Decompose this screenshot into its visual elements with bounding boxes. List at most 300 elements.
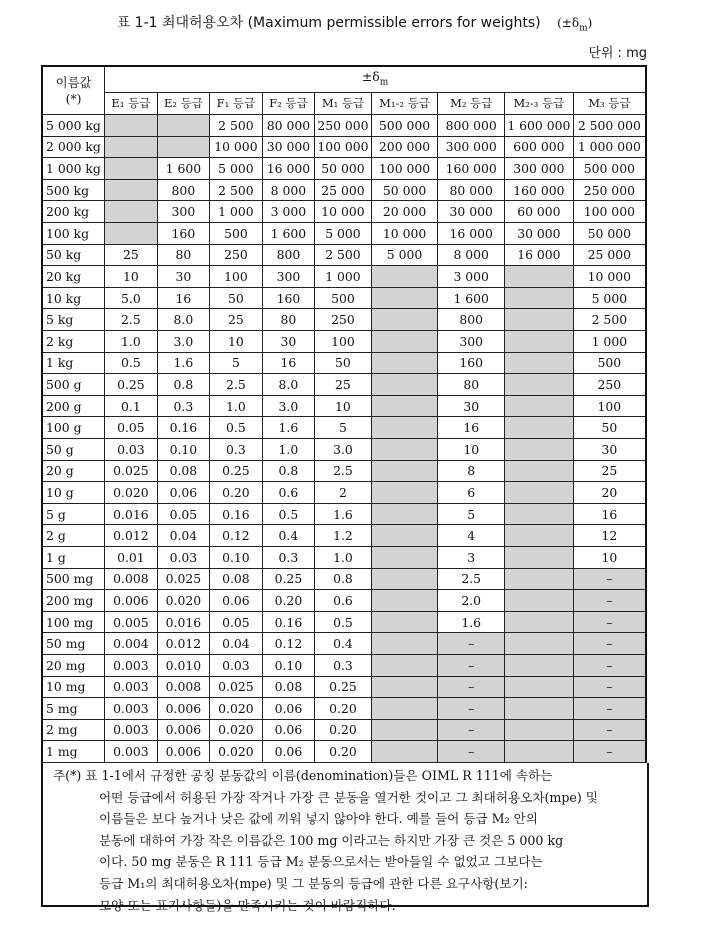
mpe-cell: 25 xyxy=(573,460,646,482)
mpe-cell: 0.4 xyxy=(262,525,315,547)
mpe-cell: 10 000 xyxy=(573,266,646,288)
class-header: M₂-₃ 등급 xyxy=(505,93,574,115)
table-row xyxy=(42,741,646,763)
mpe-cell: 2 500 xyxy=(315,244,372,266)
mpe-cell: 500 000 xyxy=(371,115,438,137)
mpe-cell: 80 000 xyxy=(262,115,315,137)
mpe-cell xyxy=(505,741,574,763)
mpe-cell xyxy=(371,568,438,590)
table-row xyxy=(42,503,646,525)
mpe-cell xyxy=(371,654,438,676)
table-row xyxy=(42,719,646,741)
mpe-cell: 100 000 xyxy=(315,136,372,158)
table-row xyxy=(42,698,646,720)
mpe-cell: 800 xyxy=(438,309,505,331)
mpe-cell: 0.8 xyxy=(262,460,315,482)
mpe-cell: 0.20 xyxy=(315,719,372,741)
mpe-cell xyxy=(505,503,574,525)
denomination-cell: 1 mg xyxy=(42,741,105,763)
denomination-cell: 2 g xyxy=(42,525,105,547)
mpe-cell: 1.2 xyxy=(315,525,372,547)
mpe-cell xyxy=(505,352,574,374)
mpe-cell xyxy=(505,309,574,331)
class-header: F₂ 등급 xyxy=(262,93,315,115)
mpe-cell: 3 000 xyxy=(262,201,315,223)
denomination-cell: 100 kg xyxy=(42,223,105,245)
mpe-cell: 0.12 xyxy=(210,525,263,547)
mpe-cell: 0.10 xyxy=(157,438,210,460)
mpe-cell: 0.06 xyxy=(262,719,315,741)
mpe-cell: 50 xyxy=(210,287,263,309)
mpe-cell: 800 xyxy=(262,244,315,266)
mpe-table xyxy=(41,65,647,763)
mpe-cell: – xyxy=(438,676,505,698)
mpe-cell xyxy=(371,460,438,482)
mpe-table-body xyxy=(42,115,646,763)
mpe-cell xyxy=(505,611,574,633)
denomination-cell: 5 kg xyxy=(42,309,105,331)
mpe-cell xyxy=(505,719,574,741)
mpe-cell: 10 000 xyxy=(210,136,263,158)
table-row xyxy=(42,115,646,137)
mpe-cell: 0.20 xyxy=(210,482,263,504)
mpe-cell: 0.010 xyxy=(157,654,210,676)
table-row xyxy=(42,309,646,331)
mpe-cell xyxy=(505,654,574,676)
mpe-cell xyxy=(105,201,158,223)
mpe-cell: 0.06 xyxy=(262,741,315,763)
mpe-cell: – xyxy=(573,676,646,698)
mpe-cell: 3.0 xyxy=(262,395,315,417)
mpe-cell xyxy=(371,503,438,525)
mpe-cell: 2 500 xyxy=(573,309,646,331)
mpe-cell: 25 000 xyxy=(315,179,372,201)
mpe-cell: 0.06 xyxy=(262,698,315,720)
mpe-cell: 80 xyxy=(157,244,210,266)
mpe-cell xyxy=(505,590,574,612)
denomination-cell: 1 kg xyxy=(42,352,105,374)
mpe-cell: 1.0 xyxy=(315,546,372,568)
mpe-cell: 500 xyxy=(573,352,646,374)
mpe-cell: 0.020 xyxy=(105,482,158,504)
denomination-cell: 100 mg xyxy=(42,611,105,633)
denomination-cell: 100 g xyxy=(42,417,105,439)
table-row xyxy=(42,654,646,676)
mpe-cell: 0.25 xyxy=(105,374,158,396)
mpe-cell: 5 xyxy=(438,503,505,525)
mpe-cell: – xyxy=(573,590,646,612)
mpe-cell xyxy=(371,438,438,460)
class-header: E₂ 등급 xyxy=(157,93,210,115)
mpe-cell: 250 xyxy=(210,244,263,266)
mpe-cell: 8.0 xyxy=(157,309,210,331)
mpe-cell: 30 000 xyxy=(438,201,505,223)
mpe-cell: 0.025 xyxy=(157,568,210,590)
footnote-line: 분동에 대하여 가장 작은 이름값은 100 mg 이라고는 하지만 가장 큰 것은 5 000 kg xyxy=(99,832,564,848)
table-row xyxy=(42,676,646,698)
mpe-cell xyxy=(371,266,438,288)
mpe-cell xyxy=(505,525,574,547)
mpe-cell: 0.06 xyxy=(210,590,263,612)
mpe-cell: – xyxy=(573,568,646,590)
mpe-cell: 100 000 xyxy=(371,158,438,180)
table-row xyxy=(42,287,646,309)
mpe-cell: 25 000 xyxy=(573,244,646,266)
mpe-cell: 25 xyxy=(315,374,372,396)
mpe-cell xyxy=(371,309,438,331)
table-title xyxy=(0,12,709,33)
mpe-cell: 1 000 000 xyxy=(573,136,646,158)
denomination-cell: 500 mg xyxy=(42,568,105,590)
mpe-cell: 200 000 xyxy=(371,136,438,158)
denomination-cell: 20 kg xyxy=(42,266,105,288)
mpe-cell: 0.012 xyxy=(157,633,210,655)
mpe-cell: 30 000 xyxy=(505,223,574,245)
mpe-cell: – xyxy=(438,719,505,741)
mpe-cell: – xyxy=(438,654,505,676)
mpe-cell: 1 600 000 xyxy=(505,115,574,137)
mpe-cell: – xyxy=(438,741,505,763)
mpe-cell: 0.003 xyxy=(105,676,158,698)
denomination-cell: 50 mg xyxy=(42,633,105,655)
mpe-cell: 0.025 xyxy=(210,676,263,698)
footnote-line: 어떤 등급에서 허용된 가장 작거나 가장 큰 분동을 열거한 것이고 그 최대허용오차(mpe) 및 xyxy=(99,789,598,805)
mpe-cell: 2.5 xyxy=(438,568,505,590)
mpe-cell xyxy=(157,136,210,158)
mpe-cell: 300 xyxy=(438,331,505,353)
mpe-cell: 0.012 xyxy=(105,525,158,547)
mpe-cell xyxy=(371,395,438,417)
table-title-text: 표 1-1 최대허용오차 (Maximum permissible errors for weights) xyxy=(116,15,541,31)
denomination-cell: 50 g xyxy=(42,438,105,460)
denomination-cell: 5 mg xyxy=(42,698,105,720)
mpe-cell: 0.20 xyxy=(315,741,372,763)
mpe-cell: 100 xyxy=(573,395,646,417)
mpe-cell: 30 000 xyxy=(262,136,315,158)
footnote xyxy=(41,763,649,913)
mpe-cell: 8 xyxy=(438,460,505,482)
mpe-cell: 3.0 xyxy=(315,438,372,460)
mpe-cell: 10 xyxy=(315,395,372,417)
mpe-cell: 0.008 xyxy=(105,568,158,590)
mpe-cell: 0.05 xyxy=(105,417,158,439)
mpe-cell: 0.05 xyxy=(157,503,210,525)
table-row xyxy=(42,611,646,633)
denomination-cell: 5 000 kg xyxy=(42,115,105,137)
mpe-cell: 80 000 xyxy=(438,179,505,201)
mpe-cell: 800 000 xyxy=(438,115,505,137)
mpe-cell: 5 000 xyxy=(210,158,263,180)
mpe-cell: 0.20 xyxy=(262,590,315,612)
mpe-cell: 160 xyxy=(438,352,505,374)
mpe-cell: 0.005 xyxy=(105,611,158,633)
class-header: M₁ 등급 xyxy=(315,93,372,115)
mpe-cell: 30 xyxy=(262,331,315,353)
mpe-cell xyxy=(505,287,574,309)
mpe-cell: 0.16 xyxy=(210,503,263,525)
table-row xyxy=(42,482,646,504)
mpe-cell: 0.8 xyxy=(157,374,210,396)
mpe-cell: 25 xyxy=(210,309,263,331)
mpe-cell: 0.020 xyxy=(210,741,263,763)
mpe-cell: – xyxy=(573,654,646,676)
mpe-cell: 300 xyxy=(157,201,210,223)
table-row xyxy=(42,525,646,547)
mpe-cell: 1 000 xyxy=(210,201,263,223)
mpe-cell: 0.03 xyxy=(105,438,158,460)
table-row xyxy=(42,136,646,158)
mpe-cell: 0.05 xyxy=(210,611,263,633)
mpe-cell: 2.5 xyxy=(105,309,158,331)
mpe-cell: 800 xyxy=(157,179,210,201)
denomination-cell: 50 kg xyxy=(42,244,105,266)
mpe-cell: 2 500 xyxy=(210,179,263,201)
mpe-cell: 0.25 xyxy=(210,460,263,482)
mpe-cell xyxy=(371,287,438,309)
class-header: F₁ 등급 xyxy=(210,93,263,115)
mpe-cell: 0.12 xyxy=(262,633,315,655)
mpe-cell: 3 xyxy=(438,546,505,568)
mpe-cell: 1.0 xyxy=(105,331,158,353)
mpe-cell: 10 xyxy=(105,266,158,288)
mpe-cell: 3.0 xyxy=(157,331,210,353)
mpe-cell: 250 000 xyxy=(315,115,372,137)
mpe-cell: 20 000 xyxy=(371,201,438,223)
denomination-header: 이름값 (*) xyxy=(42,66,105,115)
mpe-cell: 2 500 xyxy=(210,115,263,137)
table-row xyxy=(42,568,646,590)
table-row xyxy=(42,374,646,396)
mpe-cell: 0.03 xyxy=(157,546,210,568)
mpe-cell: 250 000 xyxy=(573,179,646,201)
mpe-cell: 0.10 xyxy=(262,654,315,676)
mpe-cell: 0.5 xyxy=(315,611,372,633)
denomination-cell: 1 000 kg xyxy=(42,158,105,180)
mpe-cell: 2.5 xyxy=(210,374,263,396)
mpe-cell: 1 600 xyxy=(262,223,315,245)
mpe-cell: 16 xyxy=(157,287,210,309)
table-row xyxy=(42,201,646,223)
mpe-cell: 1 600 xyxy=(157,158,210,180)
mpe-cell xyxy=(505,633,574,655)
footnote-line: 주(*) 표 1-1에서 규정한 공칭 분동값의 이름(denomination)들은 OIML R 111에 속하는 xyxy=(53,768,553,783)
mpe-cell: 10 000 xyxy=(371,223,438,245)
mpe-cell: 16 000 xyxy=(262,158,315,180)
mpe-cell: 2.0 xyxy=(438,590,505,612)
denomination-cell: 2 kg xyxy=(42,331,105,353)
table-row xyxy=(42,179,646,201)
table-row xyxy=(42,223,646,245)
table-row xyxy=(42,590,646,612)
mpe-cell: – xyxy=(573,633,646,655)
mpe-cell: 6 xyxy=(438,482,505,504)
mpe-cell: 300 xyxy=(262,266,315,288)
mpe-cell xyxy=(505,374,574,396)
mpe-cell: 160 000 xyxy=(505,179,574,201)
mpe-cell: 0.08 xyxy=(157,460,210,482)
mpe-cell: 1 000 xyxy=(573,331,646,353)
table-row xyxy=(42,546,646,568)
mpe-cell: 2 xyxy=(315,482,372,504)
mpe-cell xyxy=(105,179,158,201)
unit-label: 단위 : mg xyxy=(588,46,647,61)
mpe-cell xyxy=(371,417,438,439)
class-header: M₂ 등급 xyxy=(438,93,505,115)
mpe-cell: 16 xyxy=(262,352,315,374)
mpe-cell: 0.3 xyxy=(210,438,263,460)
mpe-cell: – xyxy=(573,611,646,633)
mpe-cell: 0.016 xyxy=(105,503,158,525)
mpe-cell: 60 000 xyxy=(505,201,574,223)
mpe-cell: 0.20 xyxy=(315,698,372,720)
mpe-cell xyxy=(371,590,438,612)
mpe-cell xyxy=(371,611,438,633)
denomination-cell: 200 g xyxy=(42,395,105,417)
footnote-line: 등급 M₁의 최대허용오차(mpe) 및 그 분동의 등급에 관한 다른 요구사항(보기: xyxy=(99,875,528,891)
mpe-cell xyxy=(505,482,574,504)
mpe-cell: – xyxy=(573,698,646,720)
mpe-cell: 0.020 xyxy=(210,698,263,720)
denomination-cell: 10 mg xyxy=(42,676,105,698)
mpe-cell: 100 000 xyxy=(573,201,646,223)
mpe-cell: 0.08 xyxy=(262,676,315,698)
denomination-cell: 2 mg xyxy=(42,719,105,741)
mpe-cell xyxy=(371,331,438,353)
mpe-cell: 0.8 xyxy=(315,568,372,590)
mpe-cell: 1.0 xyxy=(210,395,263,417)
denomination-cell: 10 g xyxy=(42,482,105,504)
mpe-cell: 1.0 xyxy=(262,438,315,460)
mpe-cell xyxy=(505,546,574,568)
mpe-cell: 1.6 xyxy=(438,611,505,633)
table-row xyxy=(42,158,646,180)
mpe-cell: 300 000 xyxy=(438,136,505,158)
mpe-cell: 0.01 xyxy=(105,546,158,568)
mpe-cell: 80 xyxy=(438,374,505,396)
mpe-cell: 50 xyxy=(573,417,646,439)
mpe-cell: 100 xyxy=(210,266,263,288)
mpe-cell: 0.25 xyxy=(262,568,315,590)
table-row xyxy=(42,633,646,655)
mpe-cell xyxy=(505,698,574,720)
mpe-cell: 1.6 xyxy=(262,417,315,439)
mpe-cell: 0.004 xyxy=(105,633,158,655)
mpe-cell: 0.003 xyxy=(105,741,158,763)
mpe-cell: 250 xyxy=(315,309,372,331)
footnote-line: 이다. 50 mg 분동은 R 111 등급 M₂ 분동으로서는 받아들일 수 없었고 그보다는 xyxy=(99,854,543,870)
mpe-cell xyxy=(505,568,574,590)
mpe-cell: 160 xyxy=(262,287,315,309)
mpe-cell: 600 000 xyxy=(505,136,574,158)
mpe-cell: 0.003 xyxy=(105,698,158,720)
mpe-cell xyxy=(505,438,574,460)
mpe-cell: 0.5 xyxy=(105,352,158,374)
table-row xyxy=(42,352,646,374)
class-header-row xyxy=(42,93,646,115)
mpe-cell: 1.6 xyxy=(315,503,372,525)
denomination-cell: 500 g xyxy=(42,374,105,396)
mpe-cell: 8 000 xyxy=(262,179,315,201)
mpe-cell: 500 000 xyxy=(573,158,646,180)
mpe-cell xyxy=(105,223,158,245)
mpe-cell: 1 600 xyxy=(438,287,505,309)
table-row xyxy=(42,460,646,482)
denomination-cell: 500 kg xyxy=(42,179,105,201)
denomination-cell: 20 g xyxy=(42,460,105,482)
mpe-cell: 0.3 xyxy=(157,395,210,417)
mpe-cell: 250 xyxy=(573,374,646,396)
table-row xyxy=(42,417,646,439)
mpe-cell xyxy=(505,417,574,439)
table-row xyxy=(42,331,646,353)
mpe-cell xyxy=(371,546,438,568)
mpe-cell xyxy=(371,525,438,547)
class-header: E₁ 등급 xyxy=(105,93,158,115)
mpe-cell: 0.08 xyxy=(210,568,263,590)
mpe-cell: 2.5 xyxy=(315,460,372,482)
footnote-line: 모양 또는 표기사항들)을 만족시키는 것이 바람직하다. xyxy=(99,897,396,913)
mpe-cell: 0.5 xyxy=(262,503,315,525)
mpe-cell: 0.006 xyxy=(105,590,158,612)
mpe-cell: 16 000 xyxy=(438,223,505,245)
mpe-cell: 1 000 xyxy=(315,266,372,288)
mpe-cell: 5 000 xyxy=(315,223,372,245)
mpe-cell: 0.3 xyxy=(315,654,372,676)
mpe-cell: 0.6 xyxy=(315,590,372,612)
mpe-cell xyxy=(505,266,574,288)
mpe-cell: – xyxy=(438,633,505,655)
mpe-cell: 0.1 xyxy=(105,395,158,417)
mpe-cell: 30 xyxy=(157,266,210,288)
mpe-cell xyxy=(371,719,438,741)
mpe-cell: 100 xyxy=(315,331,372,353)
mpe-cell: 0.003 xyxy=(105,654,158,676)
mpe-cell: 0.016 xyxy=(157,611,210,633)
denomination-cell: 2 000 kg xyxy=(42,136,105,158)
mpe-cell: – xyxy=(573,719,646,741)
denomination-cell: 5 g xyxy=(42,503,105,525)
mpe-cell: 0.06 xyxy=(157,482,210,504)
mpe-cell: 3 000 xyxy=(438,266,505,288)
mpe-cell xyxy=(505,676,574,698)
mpe-cell: 0.25 xyxy=(315,676,372,698)
mpe-cell: 16 000 xyxy=(505,244,574,266)
mpe-cell xyxy=(505,460,574,482)
mpe-cell: 0.008 xyxy=(157,676,210,698)
mpe-cell xyxy=(371,698,438,720)
mpe-cell: 0.6 xyxy=(262,482,315,504)
mpe-cell: 5 000 xyxy=(573,287,646,309)
mpe-cell: 50 000 xyxy=(573,223,646,245)
mpe-cell: 30 xyxy=(573,438,646,460)
mpe-cell: 12 xyxy=(573,525,646,547)
mpe-cell: 50 xyxy=(315,352,372,374)
mpe-cell: 5 xyxy=(210,352,263,374)
mpe-cell: 50 000 xyxy=(371,179,438,201)
class-header: M₁-₂ 등급 xyxy=(371,93,438,115)
mpe-cell: 80 xyxy=(262,309,315,331)
mpe-cell: 0.025 xyxy=(105,460,158,482)
mpe-cell: 0.006 xyxy=(157,719,210,741)
mpe-cell: 8 000 xyxy=(438,244,505,266)
mpe-group-header: $\pm\delta_m$ xyxy=(105,66,646,93)
mpe-cell xyxy=(371,352,438,374)
mpe-cell: 0.006 xyxy=(157,741,210,763)
mpe-cell: 500 xyxy=(210,223,263,245)
mpe-cell: 2 500 000 xyxy=(573,115,646,137)
mpe-cell: 0.006 xyxy=(157,698,210,720)
mpe-cell: 0.16 xyxy=(157,417,210,439)
